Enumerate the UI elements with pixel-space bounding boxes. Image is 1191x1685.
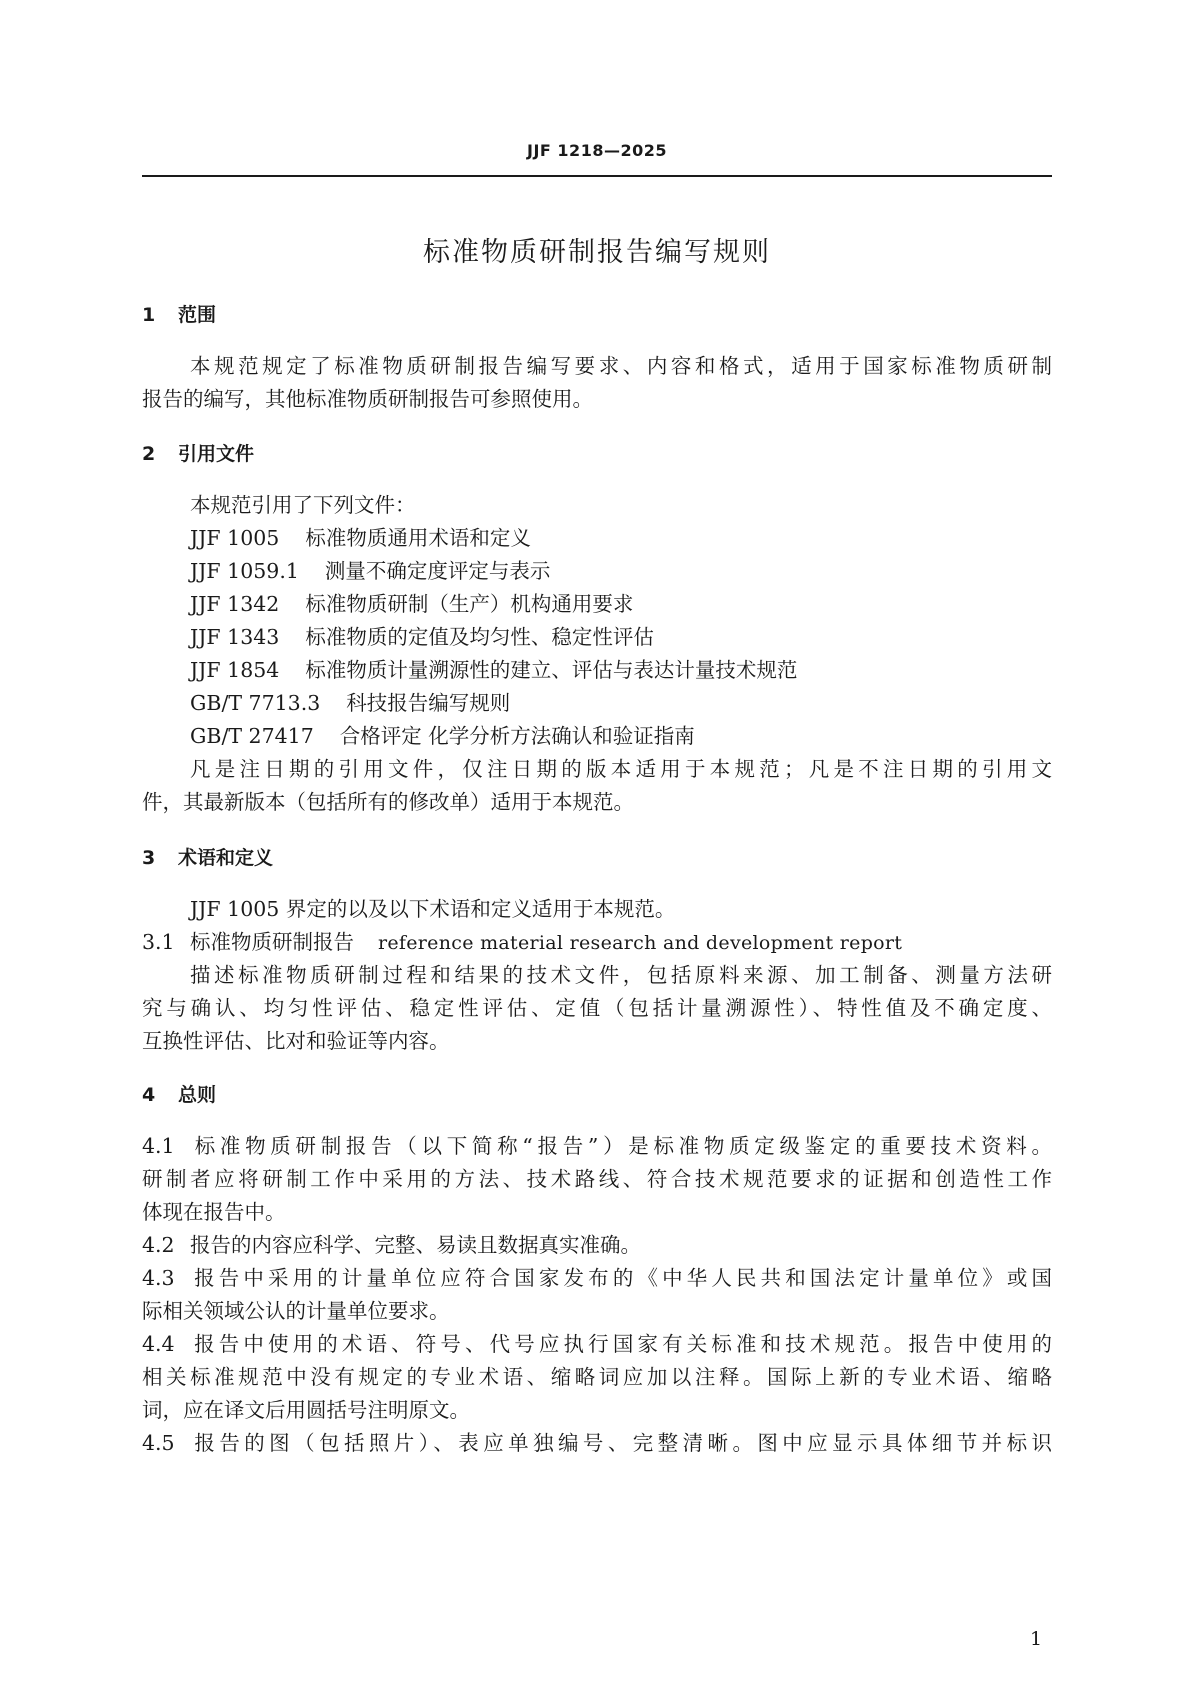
reference-code: JJF 1343 <box>190 625 280 649</box>
paragraph-line: 研制者应将研制工作中采用的方法、技术路线、符合技术规范要求的证据和创造性工作 <box>142 1167 1052 1191</box>
section-title: 引用文件 <box>178 443 255 465</box>
reference-code: JJF 1854 <box>190 658 280 682</box>
reference-code: JJF 1005 <box>190 526 280 550</box>
clause-4-1-line <box>142 1128 1052 1164</box>
reference-code: GB/T 27417 <box>190 724 314 748</box>
paragraph-line: 本规范引用了下列文件： <box>190 493 416 517</box>
paragraph-line: 报告的编写，其他标准物质研制报告可参照使用。 <box>142 387 593 411</box>
clause-number: 4.3 <box>142 1266 175 1290</box>
section-title: 术语和定义 <box>178 847 274 869</box>
section-2-heading <box>142 439 254 466</box>
reference-item <box>190 718 695 754</box>
document-title: 标准物质研制报告编写规则 <box>423 237 771 268</box>
paragraph-line: 际相关领域公认的计量单位要求。 <box>142 1299 450 1323</box>
reference-title: 测量不确定度评定与表示 <box>324 559 551 583</box>
section-1-heading <box>142 300 216 327</box>
reference-title: 合格评定 化学分析方法确认和验证指南 <box>339 724 695 748</box>
reference-item <box>190 685 510 721</box>
paragraph-line: 词，应在译文后用圆括号注明原文。 <box>142 1398 470 1422</box>
reference-code: JJF 1342 <box>190 592 280 616</box>
clause-text: 报告的图（包括照片）、表应单独编号、完整清晰。图中应显示具体细节并标识 <box>190 1431 1052 1455</box>
term-english: reference material research and development report <box>378 932 903 954</box>
clause-text: 报告中使用的术语、符号、代号应执行国家有关标准和技术规范。报告中使用的 <box>190 1332 1052 1356</box>
section-4-heading <box>142 1080 216 1107</box>
reference-title: 科技报告编写规则 <box>346 691 511 715</box>
reference-code: JJF 1059.1 <box>190 559 299 583</box>
section-number: 2 <box>142 443 156 465</box>
clause-number: 4.1 <box>142 1134 175 1158</box>
section-number: 3 <box>142 847 156 869</box>
reference-title: 标准物质研制（生产）机构通用要求 <box>305 592 634 616</box>
section-number: 1 <box>142 304 156 326</box>
clause-number: 4.4 <box>142 1332 175 1356</box>
paragraph-line: 本规范规定了标准物质研制报告编写要求、内容和格式，适用于国家标准物质研制 <box>190 354 1052 378</box>
clause-4-2-line <box>142 1227 1052 1263</box>
term-entry <box>142 924 902 961</box>
clause-text: 标准物质研制报告（以下简称“报告”）是标准物质定级鉴定的重要技术资料。 <box>190 1134 1052 1158</box>
reference-item <box>190 652 797 688</box>
term-chinese: 标准物质研制报告 <box>190 930 354 954</box>
page-number: 1 <box>1030 1628 1043 1650</box>
reference-item <box>190 586 633 622</box>
clause-text: 报告中采用的计量单位应符合国家发布的《中华人民共和国法定计量单位》或国 <box>190 1266 1052 1290</box>
clause-number: 4.5 <box>142 1431 175 1455</box>
paragraph-line: 相关标准规范中没有规定的专业术语、缩略词应加以注释。国际上新的专业术语、缩略 <box>142 1365 1052 1389</box>
section-title: 范围 <box>178 304 217 326</box>
reference-code: GB/T 7713.3 <box>190 691 321 715</box>
term-number: 3.1 <box>142 930 175 954</box>
header-rule <box>142 175 1052 177</box>
clause-4-3-line <box>142 1260 1052 1296</box>
paragraph-line: 究与确认、均匀性评估、稳定性评估、定值（包括计量溯源性）、特性值及不确定度、 <box>142 996 1052 1020</box>
paragraph-line: 凡是注日期的引用文件，仅注日期的版本适用于本规范；凡是不注日期的引用文 <box>190 757 1052 781</box>
paragraph-line: JJF 1005 界定的以及以下术语和定义适用于本规范。 <box>190 897 676 921</box>
standard-code-header: JJF 1218—2025 <box>527 141 667 160</box>
reference-item <box>190 553 550 589</box>
reference-title: 标准物质的定值及均匀性、稳定性评估 <box>305 625 654 649</box>
section-number: 4 <box>142 1084 156 1106</box>
reference-item <box>190 520 531 556</box>
section-title: 总则 <box>178 1084 217 1106</box>
paragraph-line: 件，其最新版本（包括所有的修改单）适用于本规范。 <box>142 790 634 814</box>
reference-title: 标准物质计量溯源性的建立、评估与表达计量技术规范 <box>305 658 798 682</box>
paragraph-line: 互换性评估、比对和验证等内容。 <box>142 1029 450 1053</box>
paragraph-line: 体现在报告中。 <box>142 1200 286 1224</box>
reference-item <box>190 619 654 655</box>
paragraph-line: 描述标准物质研制过程和结果的技术文件，包括原料来源、加工制备、测量方法研 <box>190 963 1052 987</box>
clause-text: 报告的内容应科学、完整、易读且数据真实准确。 <box>190 1233 641 1257</box>
clause-4-5-line <box>142 1425 1052 1461</box>
reference-title: 标准物质通用术语和定义 <box>305 526 531 550</box>
clause-number: 4.2 <box>142 1233 175 1257</box>
section-3-heading <box>142 843 273 870</box>
clause-4-4-line <box>142 1326 1052 1362</box>
